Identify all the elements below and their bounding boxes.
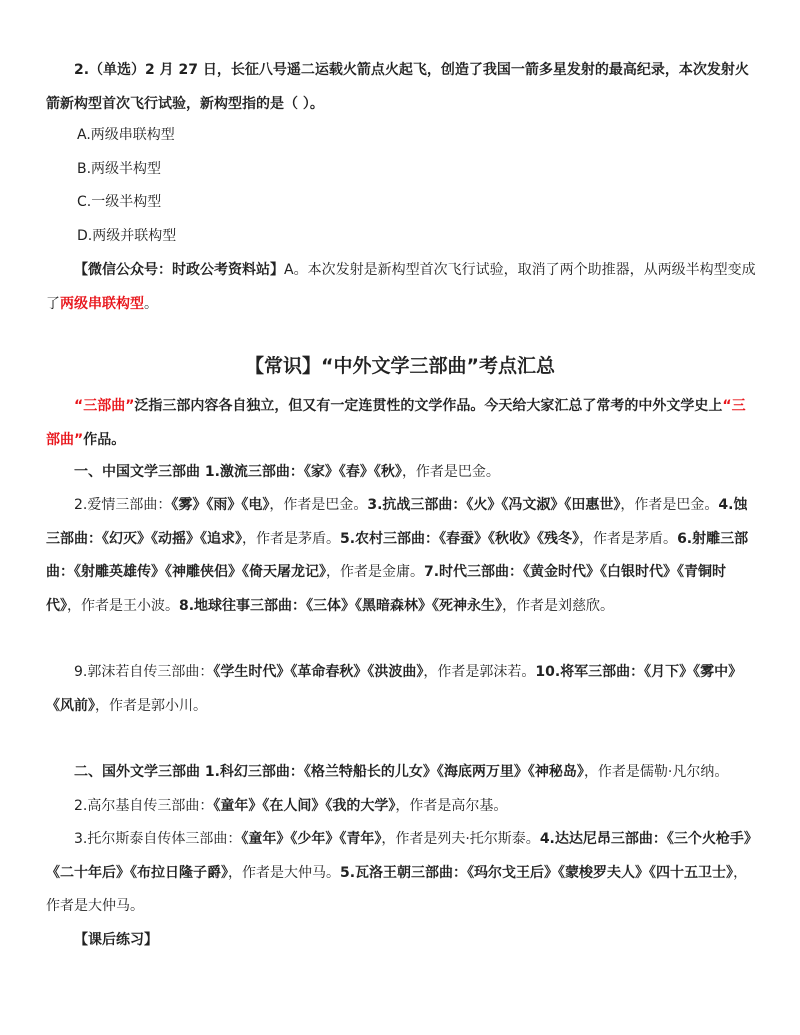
question-stem xyxy=(46,54,758,121)
foreign-f1-author: ，作者是儒勒·凡尔纳。 xyxy=(583,764,729,780)
option-c: C.一级半构型 xyxy=(77,194,162,210)
china-s3-author: ，作者是巴金。 xyxy=(620,497,719,513)
china-s2-author: ，作者是巴金。 xyxy=(269,497,368,513)
china-s5-author: ，作者是茅盾。 xyxy=(579,530,678,547)
china-s5-books: 《春蚕》《秋收》《残冬》 xyxy=(439,530,580,547)
foreign-f2-author: ，作者是高尔基。 xyxy=(395,798,508,814)
china-heading: 一、中国文学三部曲 xyxy=(74,464,205,480)
foreign-f1-books: 《格兰特船长的儿女》《海底两万里》《神秘岛》 xyxy=(303,764,584,780)
article-intro xyxy=(46,390,758,457)
foreign-f3-author: ，作者是列夫·托尔斯泰。 xyxy=(381,831,540,847)
china-s5-label: 5.农村三部曲： xyxy=(340,530,440,547)
china-s4-author: ，作者是茅盾。 xyxy=(242,530,340,547)
answer-text: A。本次发射是新构型首次飞行试验，取消了两个助推器，从两级半构型变成了 xyxy=(46,262,756,312)
foreign-f5-label: 5.瓦洛王朝三部曲： xyxy=(340,864,468,881)
practice-heading xyxy=(46,924,758,958)
china-s1-label: 1.激流三部曲： xyxy=(204,464,304,480)
china-s10-books: 《月下》《雾中》《风前》 xyxy=(46,664,743,714)
china-s2-books: 《雾》《雨》《电》 xyxy=(171,497,270,513)
stem-line-2: 发射火箭新构型首次飞行试验，新构型指的是（ ）。 xyxy=(46,62,749,112)
china-s7-books: 《黄金时代》《白银时代》《青铜时代》 xyxy=(46,564,727,614)
foreign-f4-author: ，作者是大仲马。 xyxy=(228,864,340,881)
china-s3-books: 《火》《冯文淑》《田惠世》 xyxy=(466,497,621,513)
intro-highlight-2: “三部曲” xyxy=(46,398,746,448)
option-b: B.两级半构型 xyxy=(77,161,162,177)
china-s8-label: 8.地球往事三部曲： xyxy=(179,597,307,614)
intro-highlight-1: “三部曲” xyxy=(74,398,135,414)
foreign-f4-books: 《三个火枪手》《二十年后》《布拉日隆子爵》 xyxy=(46,831,758,881)
china-section-para1 xyxy=(46,456,758,490)
china-s9-books: 《学生时代》《革命春秋》《洪波曲》 xyxy=(213,664,424,680)
foreign-f2-books: 《童年》《在人间》《我的大学》 xyxy=(213,798,396,814)
china-s6-books: 《射雕英雄传》《神雕侠侣》《倚天屠龙记》 xyxy=(74,564,326,580)
option-d: D.两级并联构型 xyxy=(77,228,177,244)
answer-explanation xyxy=(46,254,758,321)
china-s1-author: ，作者是巴金。 xyxy=(401,464,500,480)
foreign-f2-label: 2.高尔基自传三部曲： xyxy=(74,798,214,814)
china-s4-label: 4.蚀三部曲： xyxy=(46,497,748,547)
practice-heading-text: 【课后练习】 xyxy=(74,932,158,948)
china-s9-label: 9.郭沫若自传三部曲： xyxy=(74,664,214,680)
foreign-f3-label: 3.托尔斯泰自传体三部曲： xyxy=(74,831,242,847)
china-s9-author: ，作者是郭沫若。 xyxy=(423,664,536,680)
foreign-section-para1 xyxy=(46,756,758,790)
foreign-f5-author: ，作者是大仲马。 xyxy=(46,864,748,914)
china-s7-label: 7.时代三部曲： xyxy=(424,564,524,580)
foreign-f1-label: 1.科幻三部曲： xyxy=(204,764,304,780)
china-s10-author: ，作者是郭小川。 xyxy=(95,697,207,714)
intro-text: 泛指三部内容各自独立，但又有一定连贯性的文学作品。今天给大家汇总了常考的中外文学史上 xyxy=(134,398,723,414)
china-s10-label: 10.将军三部曲： xyxy=(535,664,645,680)
china-s4-books: 《幻灭》《动摇》《追求》 xyxy=(102,530,242,547)
article-title: 【常识】“中外文学三部曲”考点汇总 xyxy=(245,355,555,377)
foreign-section-para2 xyxy=(46,790,758,824)
china-s1-books: 《家》《春》《秋》 xyxy=(303,464,402,480)
foreign-section-para3 xyxy=(46,823,758,924)
foreign-f3-books: 《童年》《少年》《青年》 xyxy=(241,831,382,847)
foreign-f4-label: 4.达达尼昂三部曲： xyxy=(539,831,667,847)
answer-highlight: 两级串联构型 xyxy=(60,295,144,312)
foreign-f5-books: 《玛尔戈王后》《蒙梭罗夫人》《四十五卫士》 xyxy=(467,864,734,881)
china-section-para2 xyxy=(46,489,758,623)
china-s3-label: 3.抗战三部曲： xyxy=(367,497,467,513)
china-s6-label: 6.射雕三部曲： xyxy=(46,530,749,580)
stem-line-1: 2.（单选）2 月 27 日，长征八号遥二运载火箭点火起飞，创造了我国一箭多星发射的最高纪录，本次 xyxy=(74,62,707,78)
china-s7-author: ，作者是王小波。 xyxy=(67,597,179,614)
china-s8-books: 《三体》《黑暗森林》《死神永生》 xyxy=(306,597,503,614)
foreign-heading: 二、国外文学三部曲 xyxy=(74,764,205,780)
china-section-para3 xyxy=(46,656,758,723)
answer-source: 【微信公众号：时政公考资料站】 xyxy=(74,262,284,278)
option-a: A.两级串联构型 xyxy=(77,127,175,143)
intro-end: 作品。 xyxy=(83,431,126,448)
answer-end: 。 xyxy=(144,295,158,312)
china-s6-author: ，作者是金庸。 xyxy=(326,564,424,580)
china-s2-label: 2.爱情三部曲： xyxy=(74,497,172,513)
china-s8-author: ，作者是刘慈欣。 xyxy=(502,597,615,614)
